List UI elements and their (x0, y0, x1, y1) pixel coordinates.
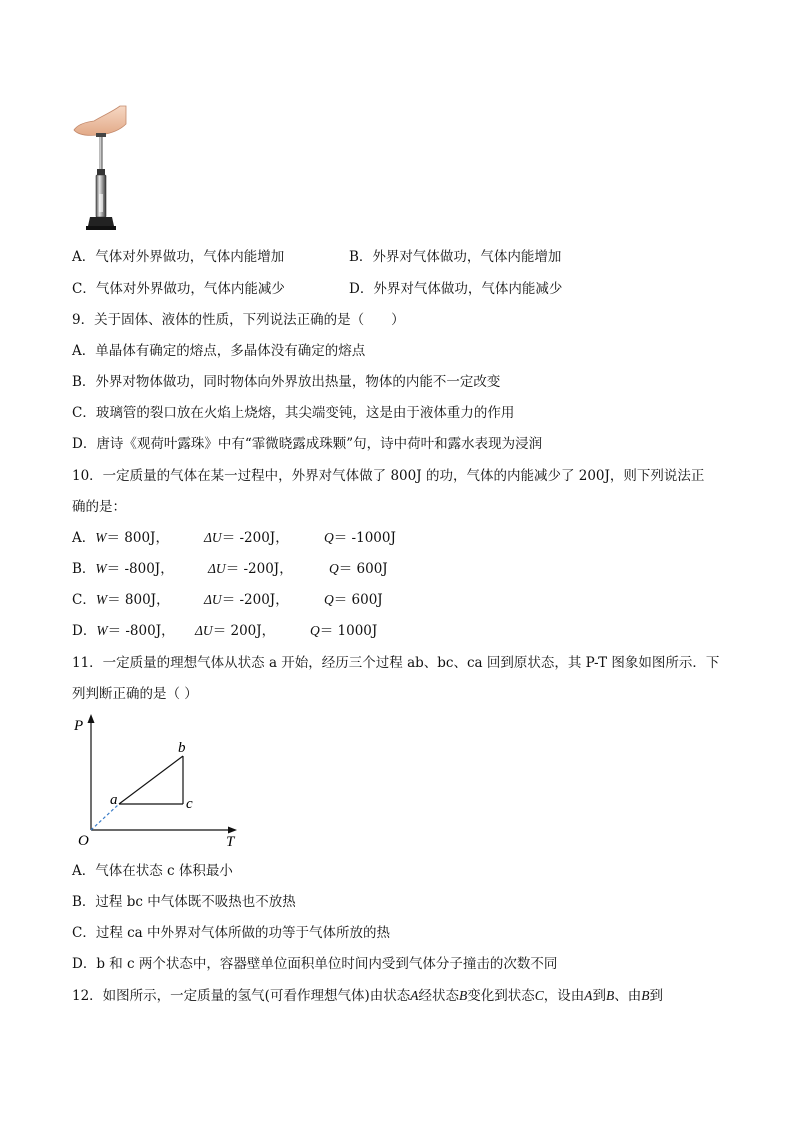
q11-stem-line2: 列判断正确的是（ ） (72, 686, 198, 702)
heat-symbol: Q (310, 623, 320, 638)
state-b: B (641, 988, 650, 1003)
q10-option-b-q (329, 560, 388, 578)
delta-u-symbol: ΔU (204, 592, 222, 607)
fire-syringe-figure (72, 104, 132, 232)
process-ab (119, 756, 183, 804)
q9-stem: 9．关于固体、液体的性质，下列说法正确的是（ ） (72, 312, 405, 328)
q12-text: ，设由 (543, 988, 585, 1004)
pt-graph (70, 712, 242, 850)
q8-option-a: A．气体对外界做功，气体内能增加 (72, 249, 285, 265)
q12-text: 12．如图所示，一定质量的氢气(可看作理想气体)由状态 (72, 988, 411, 1004)
q11-option-a: A．气体在状态 c 体积最小 (72, 863, 233, 879)
work-symbol: W (95, 592, 108, 607)
p-axis-arrow (88, 714, 95, 723)
q8-option-d: D．外界对气体做功，气体内能减少 (349, 281, 563, 297)
point-b-label: b (178, 740, 186, 756)
work-value: ＝ 800J， (106, 530, 169, 546)
q10-option-a-du (204, 529, 289, 547)
q10-option-d-q (310, 622, 377, 640)
state-a: A (410, 988, 419, 1003)
q10-option-d (72, 622, 175, 640)
q9-option-d: D．唐诗《观荷叶露珠》中有“霏微晓露成珠颗”句，诗中荷叶和露水表现为浸润 (72, 436, 543, 452)
q10-option-b (72, 560, 174, 578)
origin-label: O (78, 833, 89, 849)
q9-option-a: A．单晶体有确定的熔点，多晶体没有确定的熔点 (72, 343, 366, 359)
state-b: B (458, 988, 468, 1003)
delta-u-value: ＝ 200J， (212, 623, 276, 639)
q9-option-c: C．玻璃管的裂口放在火焰上烧熔，其尖端变钝，这是由于液体重力的作用 (72, 405, 515, 421)
heat-symbol: Q (324, 530, 334, 545)
q10-option-c-du (204, 591, 289, 609)
q11-option-d: D．b 和 c 两个状态中，容器壁单位面积单位时间内受到气体分子撞击的次数不同 (72, 956, 558, 972)
delta-u-symbol: ΔU (208, 561, 226, 576)
option-label: C． (72, 592, 96, 608)
option-label: A． (72, 530, 96, 546)
heat-symbol: Q (324, 592, 334, 607)
work-value: ＝ -800J， (107, 623, 175, 639)
q9-option-b: B．外界对物体做功，同时物体向外界放出热量，物体的内能不一定改变 (72, 374, 501, 390)
q10-option-a-q (324, 529, 396, 547)
t-axis-label: T (226, 834, 235, 850)
delta-u-value: ＝ -200J， (221, 592, 289, 608)
q12-text: 、由 (614, 988, 642, 1004)
q11-option-b: B．过程 bc 中气体既不吸热也不放热 (72, 894, 296, 910)
heat-value: ＝ 600J (338, 561, 388, 577)
point-a-label: a (110, 792, 118, 808)
work-symbol: W (96, 623, 108, 638)
q11-stem-line1: 11．一定质量的理想气体从状态 a 开始，经历三个过程 ab、bc、ca 回到原状态，其 P-T 图象如图所示．下 (72, 655, 720, 671)
q10-stem-line1: 10．一定质量的气体在某一过程中，外界对气体做了 800J 的功，气体的内能减少了 200J，则下列说法正 (72, 468, 705, 484)
q10-option-a (72, 529, 169, 547)
work-symbol: W (95, 561, 107, 576)
state-c: C (534, 988, 544, 1003)
heat-symbol: Q (329, 561, 339, 576)
state-a: A (584, 988, 593, 1003)
q12-stem (72, 987, 663, 1005)
p-axis-label: P (74, 718, 84, 734)
q10-stem-line2: 确的是： (72, 499, 126, 515)
q12-text: 到 (592, 988, 606, 1004)
q12-text: 经状态 (418, 988, 459, 1004)
t-axis-arrow (228, 827, 237, 834)
heat-value: ＝ -1000J (333, 530, 396, 546)
state-b: B (605, 988, 615, 1003)
hand-shape (74, 106, 126, 135)
delta-u-value: ＝ -200J， (225, 561, 293, 577)
heat-value: ＝ 1000J (319, 623, 378, 639)
q12-text: 变化到状态 (467, 988, 535, 1004)
point-c-label: c (186, 796, 193, 812)
q12-text: 到 (649, 988, 663, 1004)
q10-option-b-du (208, 560, 293, 578)
delta-u-symbol: ΔU (195, 623, 213, 638)
q11-option-c: C．过程 ca 中外界对气体所做的功等于气体所放的热 (72, 925, 391, 941)
heat-value: ＝ 600J (333, 592, 383, 608)
work-value: ＝ 800J， (107, 592, 170, 608)
q10-option-d-du (195, 622, 275, 640)
work-symbol: W (95, 530, 107, 545)
q8-option-c: C．气体对外界做功，气体内能减少 (72, 281, 285, 297)
q8-option-b: B．外界对气体做功，气体内能增加 (349, 249, 562, 265)
option-label: D． (72, 623, 97, 639)
q10-option-c (72, 591, 170, 609)
work-value: ＝ -800J， (106, 561, 174, 577)
delta-u-value: ＝ -200J， (221, 530, 289, 546)
delta-u-symbol: ΔU (204, 530, 222, 545)
option-label: B． (72, 561, 96, 577)
q10-option-c-q (324, 591, 383, 609)
